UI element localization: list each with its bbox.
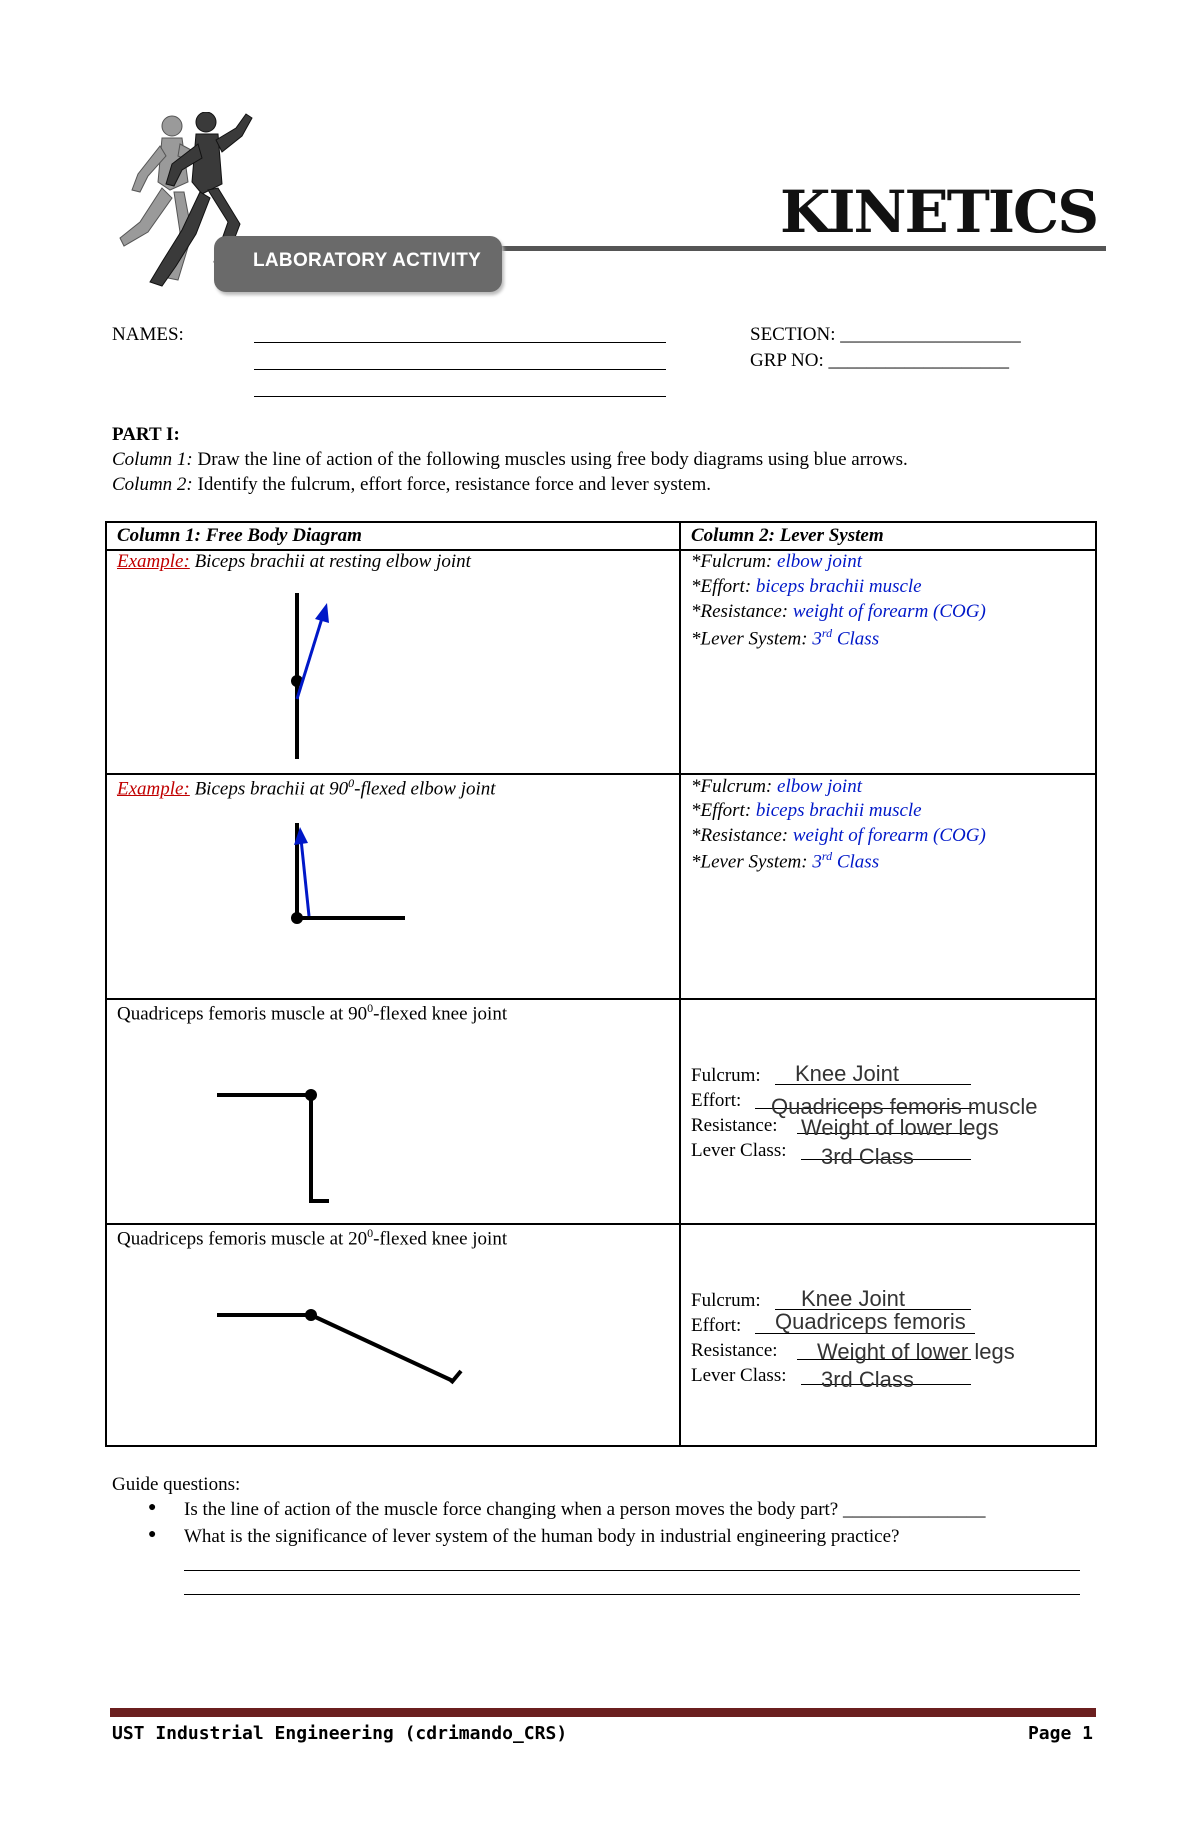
row3-caption-pre: Quadriceps femoris muscle at 90	[117, 1003, 368, 1025]
row2-caption	[117, 776, 496, 800]
row4-caption-post: -flexed knee joint	[373, 1228, 508, 1250]
row1-lever-number: 3	[812, 628, 822, 650]
row2-lever-label: *Lever System:	[691, 851, 813, 873]
row3-degree: 0	[367, 1001, 374, 1015]
bullet-icon: ●	[148, 1500, 157, 1515]
guide-question-1: Is the line of action of the muscle force changing when a person moves the body part? _______________	[184, 1499, 986, 1520]
row1-caption-text: Biceps brachii at resting elbow joint	[189, 551, 471, 572]
row1-resistance-value: weight of forearm (COG)	[792, 601, 986, 622]
row3-effort-label: Effort:	[691, 1090, 742, 1111]
row3-lever-answer[interactable]: 3rd Class	[821, 1144, 914, 1169]
column1-instruction-label: Column 1:	[112, 449, 193, 470]
row3-fulcrum-label: Fulcrum:	[691, 1065, 761, 1086]
row2-resistance-value: weight of forearm (COG)	[792, 825, 986, 846]
group-number-field[interactable]: GRP NO: ___________________	[750, 350, 1009, 371]
example-label: Example:	[117, 551, 190, 572]
row1-free-body-diagram	[257, 573, 337, 773]
row2-fulcrum-value: elbow joint	[777, 776, 862, 797]
footer-course: UST Industrial Engineering (cdrimando_CRS)	[112, 1723, 568, 1744]
lab-activity-label: LABORATORY ACTIVITY	[253, 250, 482, 271]
table-row-divider	[107, 1223, 1095, 1225]
names-line-3[interactable]	[254, 396, 666, 397]
row1-lever-system	[691, 626, 879, 650]
row4-fulcrum-label: Fulcrum:	[691, 1290, 761, 1311]
row2-fulcrum-label: *Fulcrum:	[691, 776, 778, 797]
bullet-icon: ●	[148, 1527, 157, 1542]
row2-caption-pre: Biceps brachii at 90	[189, 778, 349, 800]
row4-fulcrum-answer[interactable]: Knee Joint	[801, 1286, 905, 1311]
row3-free-body-diagram	[217, 1043, 377, 1203]
answer-line-2[interactable]	[184, 1594, 1080, 1595]
column2-header: Column 2: Lever System	[691, 525, 884, 546]
column1-instruction	[112, 449, 908, 471]
row3-resistance-answer[interactable]: Weight of lower legs	[801, 1115, 999, 1140]
table-row-divider	[107, 998, 1095, 1000]
row2-effort-label: *Effort:	[691, 800, 756, 821]
row1-lever-suffix: rd	[821, 626, 833, 640]
column2-instruction-label: Column 2:	[112, 474, 193, 495]
footer-bar	[110, 1708, 1096, 1717]
row2-lever-system	[691, 849, 879, 873]
names-line-1[interactable]	[254, 342, 666, 343]
names-label: NAMES:	[112, 324, 184, 345]
part-heading: PART I:	[112, 424, 180, 445]
lever-table	[105, 521, 1097, 1447]
row2-effort-value: biceps brachii muscle	[755, 800, 922, 821]
row2-lever-suffix: rd	[821, 849, 833, 863]
row4-effort-label: Effort:	[691, 1315, 742, 1336]
row3-lever-label: Lever Class:	[691, 1140, 787, 1161]
row4-free-body-diagram	[217, 1283, 477, 1403]
row2-free-body-diagram	[257, 803, 417, 953]
row4-resistance-answer[interactable]: Weight of lower legs	[817, 1339, 1015, 1364]
row2-lever-class: Class	[832, 851, 880, 873]
row4-resistance-label: Resistance:	[691, 1340, 778, 1361]
guide-heading: Guide questions:	[112, 1474, 241, 1495]
row1-resistance-label: *Resistance:	[691, 601, 793, 622]
row1-effort-label: *Effort:	[691, 576, 756, 597]
column1-instruction-text: Draw the line of action of the following muscles using free body diagrams using blue arrows.	[192, 449, 908, 470]
row2-caption-post: -flexed elbow joint	[354, 778, 496, 800]
row2-resistance	[691, 825, 986, 847]
row3-resistance-label: Resistance:	[691, 1115, 778, 1136]
guide-question-2: What is the significance of lever system of the human body in industrial engineering practice?	[184, 1526, 900, 1547]
row4-caption-pre: Quadriceps femoris muscle at 20	[117, 1228, 368, 1250]
row2-effort	[691, 800, 922, 822]
row1-effort	[691, 576, 922, 598]
page-title: KINETICS	[780, 178, 1098, 246]
row4-caption	[117, 1226, 507, 1250]
row1-effort-value: biceps brachii muscle	[755, 576, 922, 597]
header-rule	[498, 246, 1106, 251]
row1-caption	[117, 551, 471, 573]
names-line-2[interactable]	[254, 369, 666, 370]
row4-degree: 0	[367, 1226, 374, 1240]
row4-lever-answer[interactable]: 3rd Class	[821, 1367, 914, 1392]
row2-resistance-label: *Resistance:	[691, 825, 793, 846]
section-field[interactable]: SECTION: ___________________	[750, 324, 1021, 345]
table-column-divider	[679, 523, 681, 1445]
row1-lever-label: *Lever System:	[691, 628, 813, 650]
row3-fulcrum-answer[interactable]: Knee Joint	[795, 1061, 899, 1086]
row2-fulcrum	[691, 776, 862, 798]
row1-fulcrum	[691, 551, 862, 573]
row1-fulcrum-value: elbow joint	[777, 551, 862, 572]
row3-caption	[117, 1001, 507, 1025]
answer-line-1[interactable]	[184, 1570, 1080, 1571]
page-number: Page 1	[1027, 1723, 1093, 1744]
row3-effort-answer[interactable]: Quadriceps femoris muscle	[771, 1094, 1038, 1119]
row1-lever-class: Class	[832, 628, 880, 650]
column1-header: Column 1: Free Body Diagram	[117, 525, 362, 546]
row2-degree: 0	[348, 776, 355, 790]
column2-instruction-text: Identify the fulcrum, effort force, resistance force and lever system.	[192, 474, 711, 495]
column2-instruction	[112, 474, 711, 496]
row4-lever-label: Lever Class:	[691, 1365, 787, 1386]
example-label: Example:	[117, 778, 190, 800]
table-row-divider	[107, 773, 1095, 775]
row4-effort-answer[interactable]: Quadriceps femoris	[775, 1309, 966, 1334]
row1-resistance	[691, 601, 986, 623]
row1-fulcrum-label: *Fulcrum:	[691, 551, 778, 572]
row3-caption-post: -flexed knee joint	[373, 1003, 508, 1025]
row2-lever-number: 3	[812, 851, 822, 873]
